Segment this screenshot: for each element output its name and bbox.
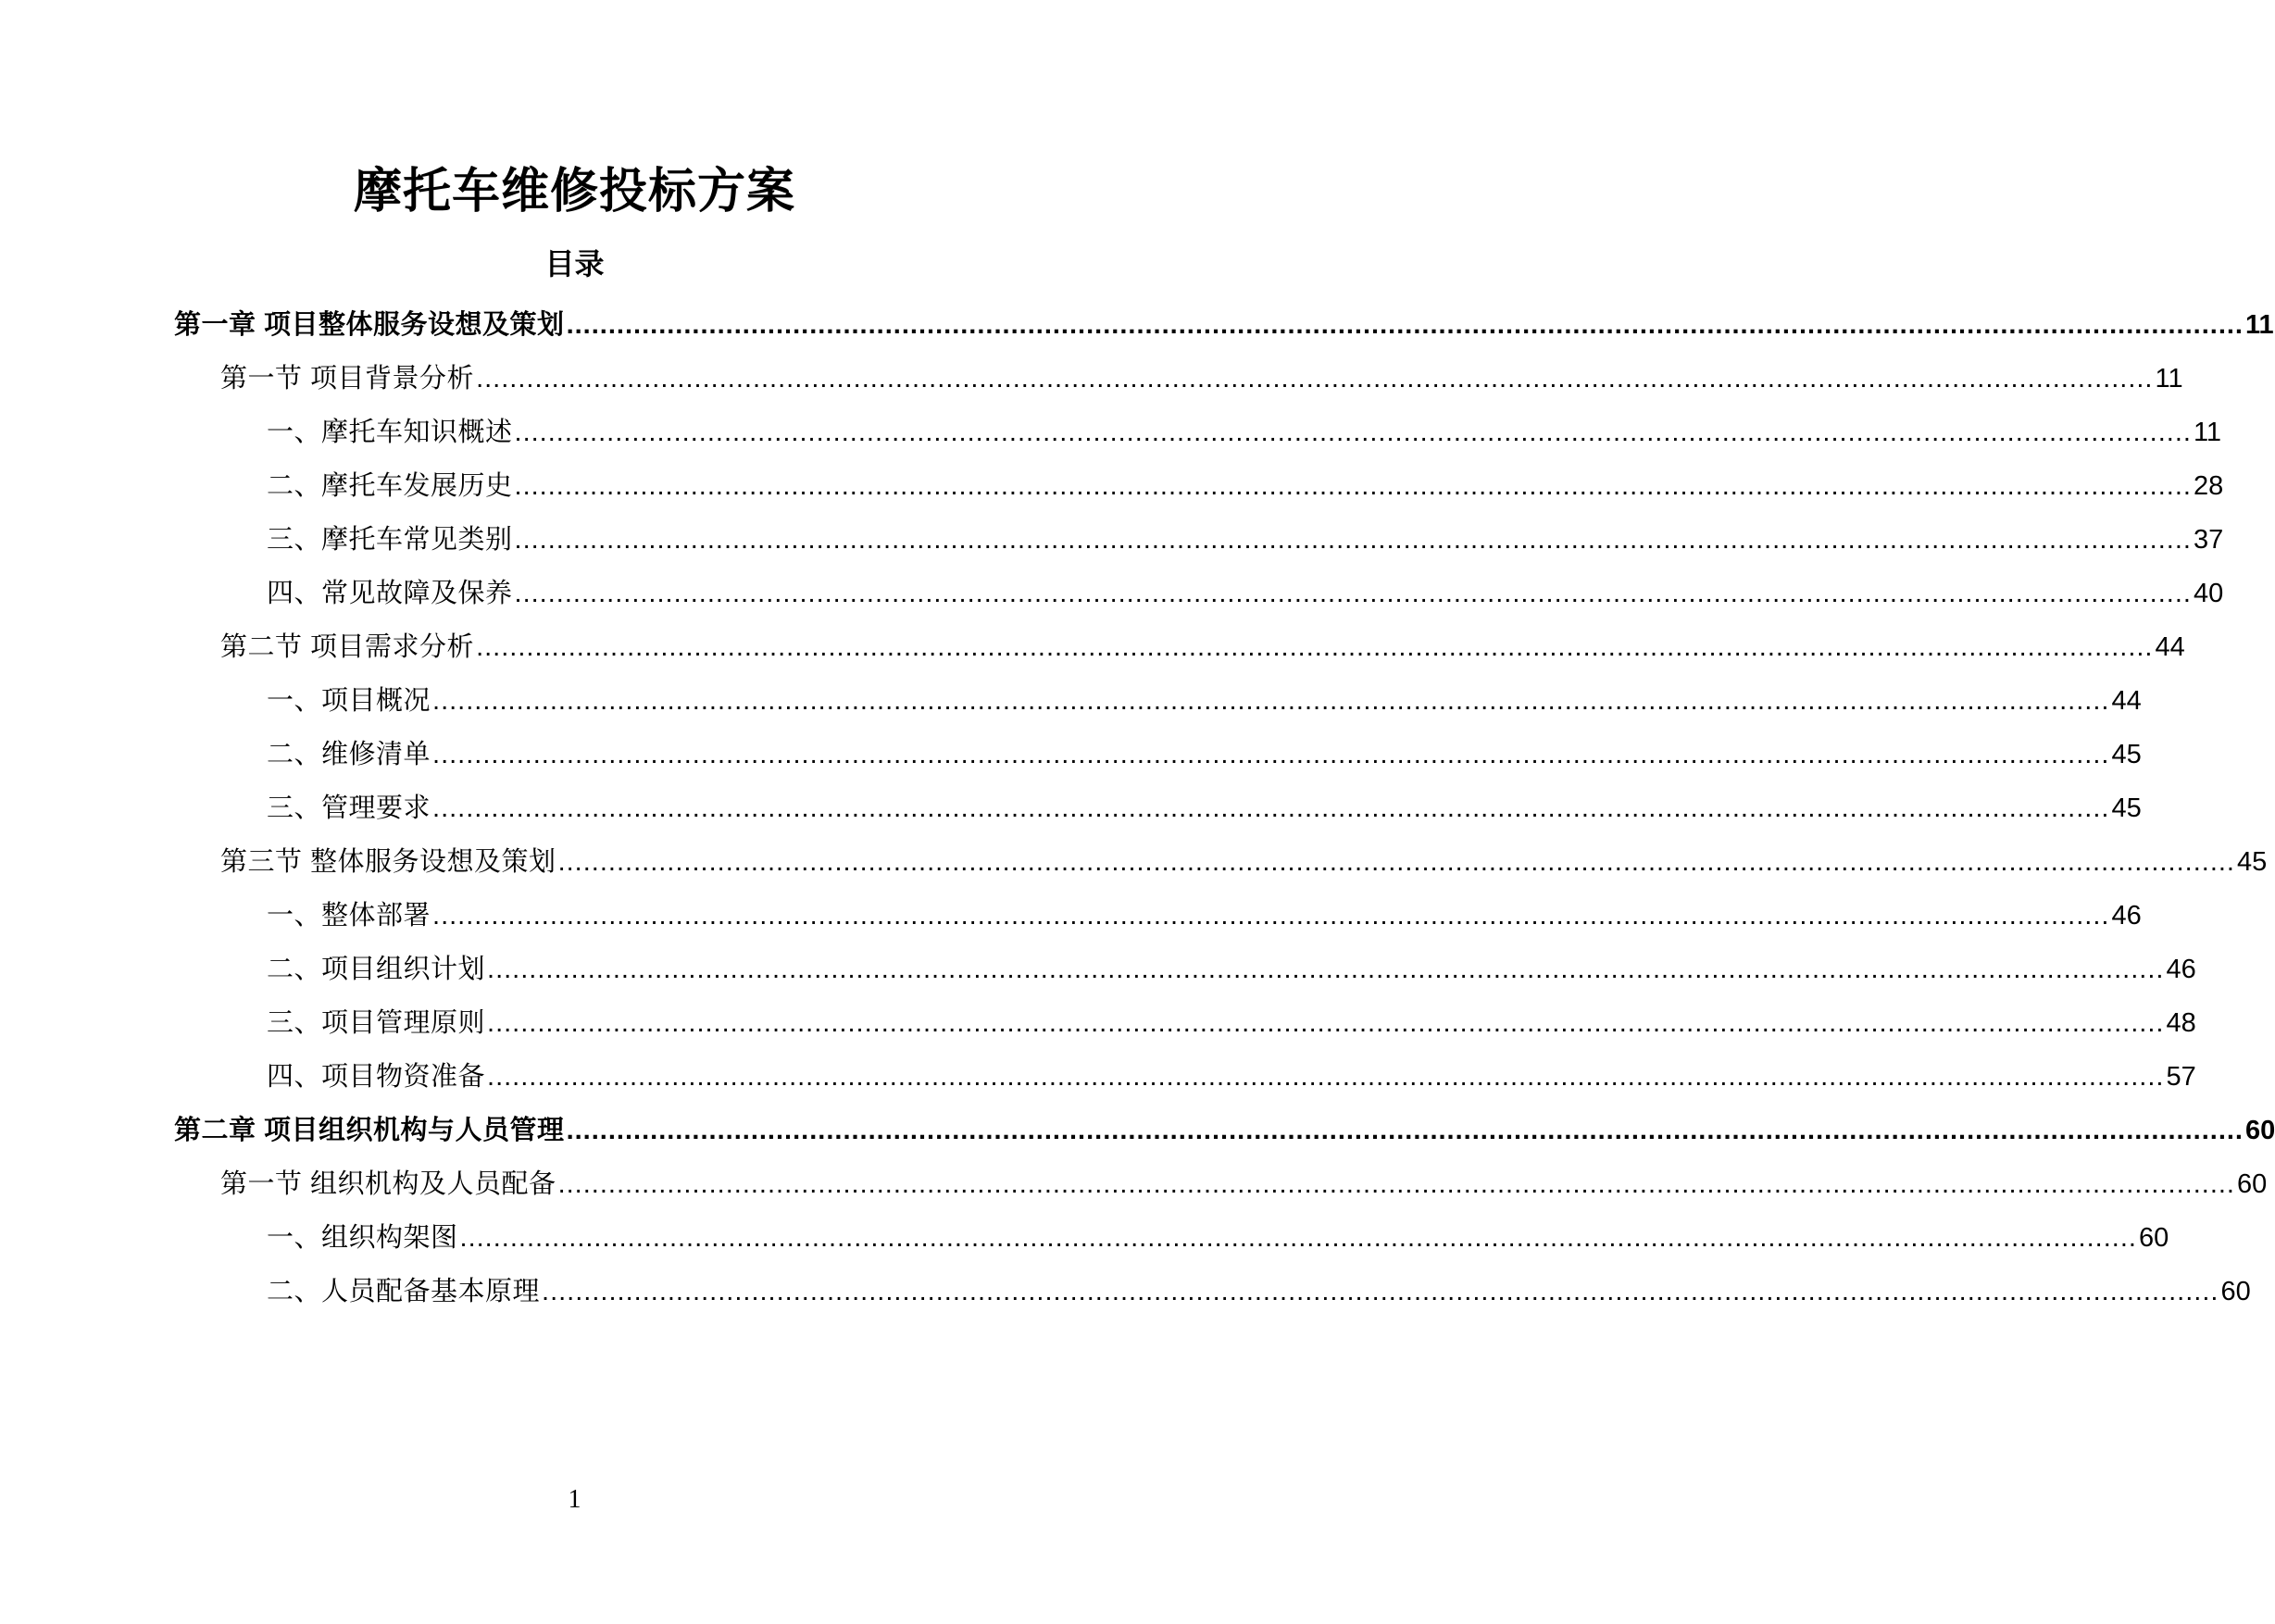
toc-entry-label: 二、摩托车发展历史: [267, 471, 513, 501]
toc-entry-label: 三、项目管理原则: [267, 1008, 486, 1038]
toc-leader-dots: ........................................................................................................................................................................................................: [432, 793, 2110, 823]
toc-entry-label: 二、项目组织计划: [267, 955, 486, 984]
toc-entry-page: 60: [2245, 1116, 2275, 1145]
toc-leader-dots: ........................................................................................................................................................................................................: [476, 364, 2154, 394]
toc-entry-section[interactable]: [220, 1161, 2268, 1207]
toc-leader-dots: ........................................................................................................................................................................................................: [566, 310, 2244, 340]
page-number: 1: [568, 1485, 581, 1514]
toc-entry-page: 46: [2166, 955, 2196, 984]
toc-entry-page: 48: [2166, 1008, 2196, 1038]
toc-leader-dots: ........................................................................................................................................................................................................: [514, 579, 2192, 608]
toc-entry-page: 45: [2111, 740, 2142, 769]
toc-entry-chapter-1[interactable]: [174, 302, 2274, 348]
toc-leader-dots: ........................................................................................................................................................................................................: [432, 686, 2110, 716]
toc-entry-label: 三、摩托车常见类别: [267, 525, 513, 555]
toc-entry-subsection[interactable]: [267, 517, 2224, 563]
toc-entry-label: 一、项目概况: [267, 686, 431, 716]
toc-entry-page: 11: [2245, 310, 2274, 340]
toc-leader-dots: ........................................................................................................................................................................................................: [514, 471, 2192, 501]
toc-entry-label: 三、管理要求: [267, 793, 431, 823]
toc-leader-dots: ........................................................................................................................................................................................................: [514, 525, 2192, 555]
toc-entry-subsection[interactable]: [267, 893, 2142, 939]
toc-entry-page: 37: [2193, 525, 2224, 555]
toc-entry-page: 57: [2166, 1062, 2196, 1092]
toc-leader-dots: ........................................................................................................................................................................................................: [487, 1008, 2165, 1038]
toc-heading: 目录: [544, 247, 605, 281]
toc-entry-section[interactable]: [220, 839, 2268, 885]
toc-entry-subsection[interactable]: [267, 1000, 2196, 1046]
toc-entry-page: 44: [2111, 686, 2142, 716]
toc-entry-label: 第一章 项目整体服务设想及策划: [174, 310, 565, 340]
toc-entry-page: 28: [2193, 471, 2224, 501]
toc-entry-subsection[interactable]: [267, 570, 2224, 617]
toc-entry-subsection[interactable]: [267, 1054, 2196, 1100]
toc-entry-subsection[interactable]: [267, 409, 2222, 456]
toc-entry-label: 四、项目物资准备: [267, 1062, 486, 1092]
toc-entry-label: 四、常见故障及保养: [267, 579, 513, 608]
toc-entry-label: 二、人员配备基本原理: [267, 1277, 541, 1306]
toc-entry-label: 第一节 组织机构及人员配备: [220, 1169, 556, 1199]
toc-entry-section[interactable]: [220, 356, 2183, 402]
toc-entry-label: 一、整体部署: [267, 901, 431, 931]
toc-entry-page: 44: [2155, 632, 2185, 662]
toc-entry-label: 第一节 项目背景分析: [220, 364, 475, 394]
toc-entry-page: 11: [2193, 418, 2222, 447]
toc-leader-dots: ........................................................................................................................................................................................................: [566, 1116, 2244, 1145]
toc-leader-dots: ........................................................................................................................................................................................................: [557, 1169, 2235, 1199]
toc-leader-dots: ........................................................................................................................................................................................................: [487, 1062, 2165, 1092]
toc-entry-label: 一、摩托车知识概述: [267, 418, 513, 447]
toc-entry-page: 60: [2138, 1223, 2169, 1253]
toc-entry-chapter-2[interactable]: [174, 1107, 2275, 1154]
document-title: 摩托车维修投标方案: [353, 165, 795, 219]
toc-entry-page: 60: [2220, 1277, 2251, 1306]
toc-entry-subsection[interactable]: [267, 463, 2224, 509]
toc-leader-dots: ........................................................................................................................................................................................................: [557, 847, 2235, 877]
toc-leader-dots: ........................................................................................................................................................................................................: [459, 1223, 2137, 1253]
toc-entry-subsection[interactable]: [267, 785, 2142, 831]
toc-entry-page: 45: [2111, 793, 2142, 823]
toc-leader-dots: ........................................................................................................................................................................................................: [432, 901, 2110, 931]
toc-entry-subsection[interactable]: [267, 1215, 2169, 1261]
toc-entry-page: 46: [2111, 901, 2142, 931]
toc-entry-page: 11: [2155, 364, 2183, 394]
toc-entry-page: 45: [2237, 847, 2268, 877]
toc-entry-page: 40: [2193, 579, 2224, 608]
toc-leader-dots: ........................................................................................................................................................................................................: [514, 418, 2192, 447]
toc-entry-label: 一、组织构架图: [267, 1223, 458, 1253]
toc-leader-dots: ........................................................................................................................................................................................................: [476, 632, 2154, 662]
toc-entry-subsection[interactable]: [267, 946, 2196, 993]
toc-entry-subsection[interactable]: [267, 678, 2142, 724]
toc-entry-label: 第三节 整体服务设想及策划: [220, 847, 556, 877]
toc-entry-label: 第二章 项目组织机构与人员管理: [174, 1116, 565, 1145]
toc-entry-label: 二、维修清单: [267, 740, 431, 769]
toc-entry-label: 第二节 项目需求分析: [220, 632, 475, 662]
toc-leader-dots: ........................................................................................................................................................................................................: [542, 1277, 2219, 1306]
toc-leader-dots: ........................................................................................................................................................................................................: [432, 740, 2110, 769]
toc-entry-subsection[interactable]: [267, 731, 2142, 778]
toc-leader-dots: ........................................................................................................................................................................................................: [487, 955, 2165, 984]
toc-entry-page: 60: [2237, 1169, 2268, 1199]
toc-entry-subsection[interactable]: [267, 1268, 2251, 1315]
toc-entry-section[interactable]: [220, 624, 2185, 670]
